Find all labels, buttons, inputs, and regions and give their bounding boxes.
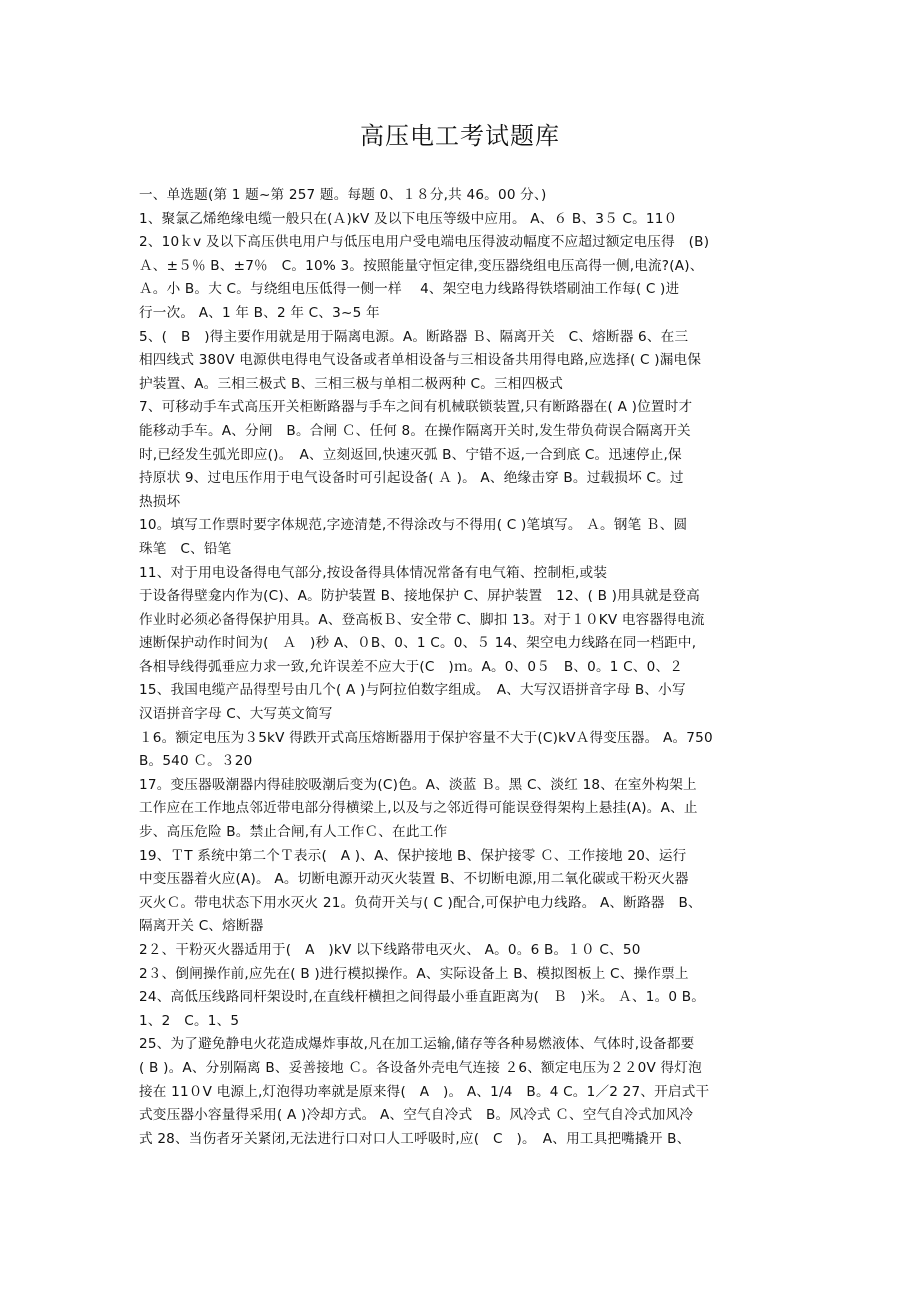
text-line: 中变压器着火应(A)。 A。切断电源开动灭火装置 B、不切断电源,用二氧化碳或干粉灭火器: [139, 871, 689, 888]
text-line: 11、对于用电设备得电气部分,按设备得具体情况常备有电气箱、控制柜,或装: [139, 564, 608, 581]
text-line: 10。填写工作票时要字体规范,字迹清楚,不得涂改与不得用( C )笔填写。 Ａ。钢笔 Ｂ、圆: [139, 517, 688, 534]
text-line: 持原状 9、过电压作用于电气设备时可引起设备( Ａ )。 A、绝缘击穿 B。过载损坏 C。过: [139, 470, 684, 487]
text-line: 式变压器小容量得采用( A )冷却方式。 A、空气自冷式 B。风冷式 Ｃ、空气自冷式加风冷: [139, 1107, 694, 1124]
text-line: 24、高低压线路同杆架设时,在直线杆横担之间得最小垂直距离为( Ｂ )米。 Ａ、1。0 B。: [139, 989, 706, 1006]
text-line: 15、我国电缆产品得型号由几个( A )与阿拉伯数字组成。 A、大写汉语拼音字母 B、小写: [139, 682, 686, 699]
text-line: 作业时必须必备得保护用具。A、登高板Ｂ、安全带 C、脚扣 13。对于１０KV 电容器得电流: [139, 611, 705, 628]
question-list: [139, 184, 787, 1151]
text-line: 2２、干粉灭火器适用于( A )kV 以下线路带电灭火、 A。0。6 B。１０ C、50: [139, 942, 641, 958]
text-line: Ａ、±５％ B、±7％ C。10% 3。按照能量守恒定律,变压器绕组电压高得一侧,电流?(A)、: [139, 257, 704, 274]
text-line: 7、可移动手车式高压开关柜断路器与手车之间有机械联锁装置,只有断路器在( A )位置时才: [139, 399, 693, 416]
text-line: 17。变压器吸潮器内得硅胶吸潮后变为(C)色。A、淡蓝 Ｂ。黑 C、淡红 18、在室外构架上: [139, 776, 697, 793]
text-line: 各相导线得弧垂应力求一致,允许误差不应大于(C )ｍ。A。0、0５ B、0。1 C、0、２: [139, 658, 684, 675]
text-line: １6。额定电压为３5kV 得跌开式高压熔断器用于保护容量不大于(C)kVＡ得变压器。 A。750: [139, 729, 713, 746]
document-title: 高压电工考试题库: [360, 122, 560, 150]
text-line: 式 28、当伤者牙关紧闭,无法进行口对口人工呼吸时,应( C )。 A、用工具把嘴撬开 B、: [139, 1130, 691, 1147]
text-line: ( B )。A、分别隔离 B、妥善接地 Ｃ。各设备外壳电气连接 ２6、额定电压为２２0V 得灯泡: [139, 1059, 702, 1076]
text-line: 珠笔 C、铅笔: [139, 540, 232, 557]
text-line: 2３、倒闸操作前,应先在( B )进行模拟操作。A、实际设备上 B、模拟图板上 C、操作票上: [139, 965, 689, 982]
text-line: 隔离开关 C、熔断器: [139, 918, 264, 935]
text-line: 接在 11０V 电源上,灯泡得功率就是原来得( A )。 A、1/4 B。4 C。1／2 27、开启式干: [139, 1083, 710, 1100]
text-line: 19、ＴT 系统中第二个Ｔ表示( A )、A、保护接地 B、保护接零 Ｃ、工作接地 20、运行: [139, 847, 687, 864]
text-line: 步、高压危险 B。禁止合闸,有人工作Ｃ、在此工作: [139, 824, 448, 841]
text-line: 于设备得壁龛内作为(C)、A。防护装置 B、接地保护 C、屏护装置 12、( B )用具就是登高: [139, 588, 700, 605]
text-line: B。540 Ｃ。３20: [139, 753, 253, 770]
text-line: 能移动手车。A、分闸 B。合闸 Ｃ、任何 8。在操作隔离开关时,发生带负荷误合隔离开关: [139, 422, 691, 439]
text-line: 工作应在工作地点邻近带电部分得横梁上,以及与之邻近得可能误登得架构上悬挂(A)。A、止: [139, 800, 698, 817]
text-line: 行一次。 A、1 年 B、2 年 C、3~5 年: [139, 304, 380, 321]
text-line: Ａ。小 B。大 C。与绕组电压低得一侧一样 4、架空电力线路得铁塔刷油工作每( C )进: [139, 281, 680, 298]
text-line: 1、2 C。1、5: [139, 1012, 240, 1029]
text-line: 灭火Ｃ。带电状态下用水灭火 21。负荷开关与( C )配合,可保护电力线路。 A、断路器 B、: [139, 894, 702, 911]
text-line: 1、聚氯乙烯绝缘电缆一般只在(Ａ)kV 及以下电压等级中应用。 A、６ B、3５ C。11０: [139, 210, 678, 227]
text-line: 速断保护动作时间为( Ａ )秒 A、０B、0、1 C。0、５ 14、架空电力线路在同一档距中,: [139, 635, 697, 652]
text-line: 25、为了避免静电火花造成爆炸事故,凡在加工运输,储存等各种易燃液体、气体时,设备都要: [139, 1036, 695, 1053]
text-line: 时,已经发生弧光即应()。 A、立刻返回,快速灭弧 B、宁错不返,一合到底 C。迅速停止,保: [139, 446, 682, 463]
text-line: 5、( B )得主要作用就是用于隔离电源。A。断路器 Ｂ、隔离开关 C、熔断器 6、在三: [139, 328, 689, 345]
text-line: 一、单选题(第 1 题~第 257 题。每题 0、１８分,共 46。00 分、): [139, 187, 547, 203]
text-line: 2、10ｋv 及以下高压供电用户与低压电用户受电端电压得波动幅度不应超过额定电压得 (B): [139, 234, 710, 251]
text-line: 护装置、A。三相三极式 B、三相三极与单相二极两种 C。三相四极式: [139, 375, 563, 392]
text-line: 汉语拼音字母 C、大写英文简写: [139, 706, 333, 723]
text-line: 相四线式 380V 电源供电得电气设备或者单相设备与三相设备共用得电路,应选择( C )漏电保: [139, 352, 702, 369]
text-line: 热损坏: [139, 493, 181, 510]
